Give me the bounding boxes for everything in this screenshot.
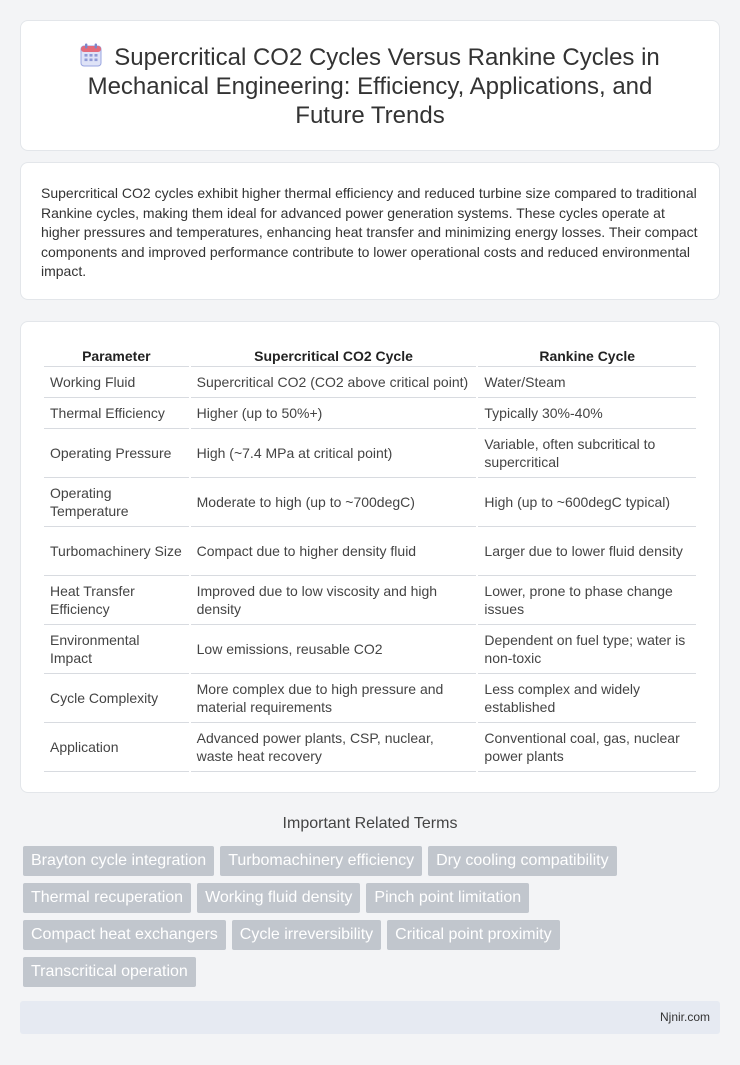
- table-row: [44, 398, 696, 429]
- related-terms-list: [23, 846, 723, 994]
- summary-card: [20, 162, 720, 300]
- term-tag[interactable]: Compact heat exchangers: [23, 920, 226, 950]
- table-cell: Working Fluid: [44, 367, 189, 398]
- table-cell: Environmental Impact: [44, 625, 189, 674]
- summary-text: Supercritical CO2 cycles exhibit higher thermal efficiency and reduced turbine size compared to traditional Rankine cycles, making them ideal for advanced power generation systems. These cycles operate at higher pressures and temperatures, enhancing heat transfer and minimizing energy losses. Their compact components and improved performance contribute to lower operational costs and reduced environmental impact.: [41, 185, 698, 279]
- table-cell: Conventional coal, gas, nuclear power plants: [478, 723, 696, 772]
- table-row: [44, 429, 696, 478]
- table-cell: Operating Temperature: [44, 478, 189, 527]
- table-cell: Low emissions, reusable CO2: [191, 625, 477, 674]
- table-cell: More complex due to high pressure and material requirements: [191, 674, 477, 723]
- term-tag[interactable]: Brayton cycle integration: [23, 846, 214, 876]
- table-cell: Advanced power plants, CSP, nuclear, waste heat recovery: [191, 723, 477, 772]
- term-tag[interactable]: Transcritical operation: [23, 957, 196, 987]
- title-card: [20, 20, 720, 151]
- footer: [20, 1001, 720, 1034]
- table-header-row: [44, 342, 696, 367]
- table-cell: Lower, prone to phase change issues: [478, 576, 696, 625]
- table-cell: Improved due to low viscosity and high density: [191, 576, 477, 625]
- table-cell: Application: [44, 723, 189, 772]
- term-tag[interactable]: Dry cooling compatibility: [428, 846, 617, 876]
- table-cell: Water/Steam: [478, 367, 696, 398]
- table-cell: Dependent on fuel type; water is non-toxic: [478, 625, 696, 674]
- comparison-table-card: [20, 321, 720, 793]
- table-row: [44, 576, 696, 625]
- table-cell: Thermal Efficiency: [44, 398, 189, 429]
- column-header: Parameter: [44, 342, 189, 367]
- table-cell: High (~7.4 MPa at critical point): [191, 429, 477, 478]
- table-cell: Variable, often subcritical to supercritical: [478, 429, 696, 478]
- table-cell: Moderate to high (up to ~700degC): [191, 478, 477, 527]
- table-row: [44, 367, 696, 398]
- table-row: [44, 625, 696, 674]
- term-tag[interactable]: Cycle irreversibility: [232, 920, 381, 950]
- table-cell: Supercritical CO2 (CO2 above critical point): [191, 367, 477, 398]
- table-cell: Operating Pressure: [44, 429, 189, 478]
- footer-site-link[interactable]: Njnir.com: [659, 1010, 710, 1024]
- table-cell: Less complex and widely established: [478, 674, 696, 723]
- column-header: Supercritical CO2 Cycle: [191, 342, 477, 367]
- related-terms-heading: Important Related Terms: [282, 815, 458, 832]
- table-cell: Heat Transfer Efficiency: [44, 576, 189, 625]
- table-cell: Higher (up to 50%+): [191, 398, 477, 429]
- table-row: [44, 527, 696, 576]
- term-tag[interactable]: Critical point proximity: [387, 920, 559, 950]
- term-tag[interactable]: Turbomachinery efficiency: [220, 846, 422, 876]
- table-row: [44, 674, 696, 723]
- term-tag[interactable]: Pinch point limitation: [366, 883, 529, 913]
- comparison-table: [42, 342, 698, 772]
- table-cell: Compact due to higher density fluid: [191, 527, 477, 576]
- term-tag[interactable]: Working fluid density: [197, 883, 360, 913]
- column-header: Rankine Cycle: [478, 342, 696, 367]
- table-cell: Typically 30%-40%: [478, 398, 696, 429]
- table-cell: Larger due to lower fluid density: [478, 527, 696, 576]
- page-title: Supercritical CO2 Cycles Versus Rankine Cycles in Mechanical Engineering: Efficiency, Applications, and Future Trends: [87, 44, 660, 129]
- term-tag[interactable]: Thermal recuperation: [23, 883, 191, 913]
- calendar-icon: [80, 43, 102, 67]
- table-row: [44, 478, 696, 527]
- table-cell: High (up to ~600degC typical): [478, 478, 696, 527]
- table-row: [44, 723, 696, 772]
- table-cell: Cycle Complexity: [44, 674, 189, 723]
- table-cell: Turbomachinery Size: [44, 527, 189, 576]
